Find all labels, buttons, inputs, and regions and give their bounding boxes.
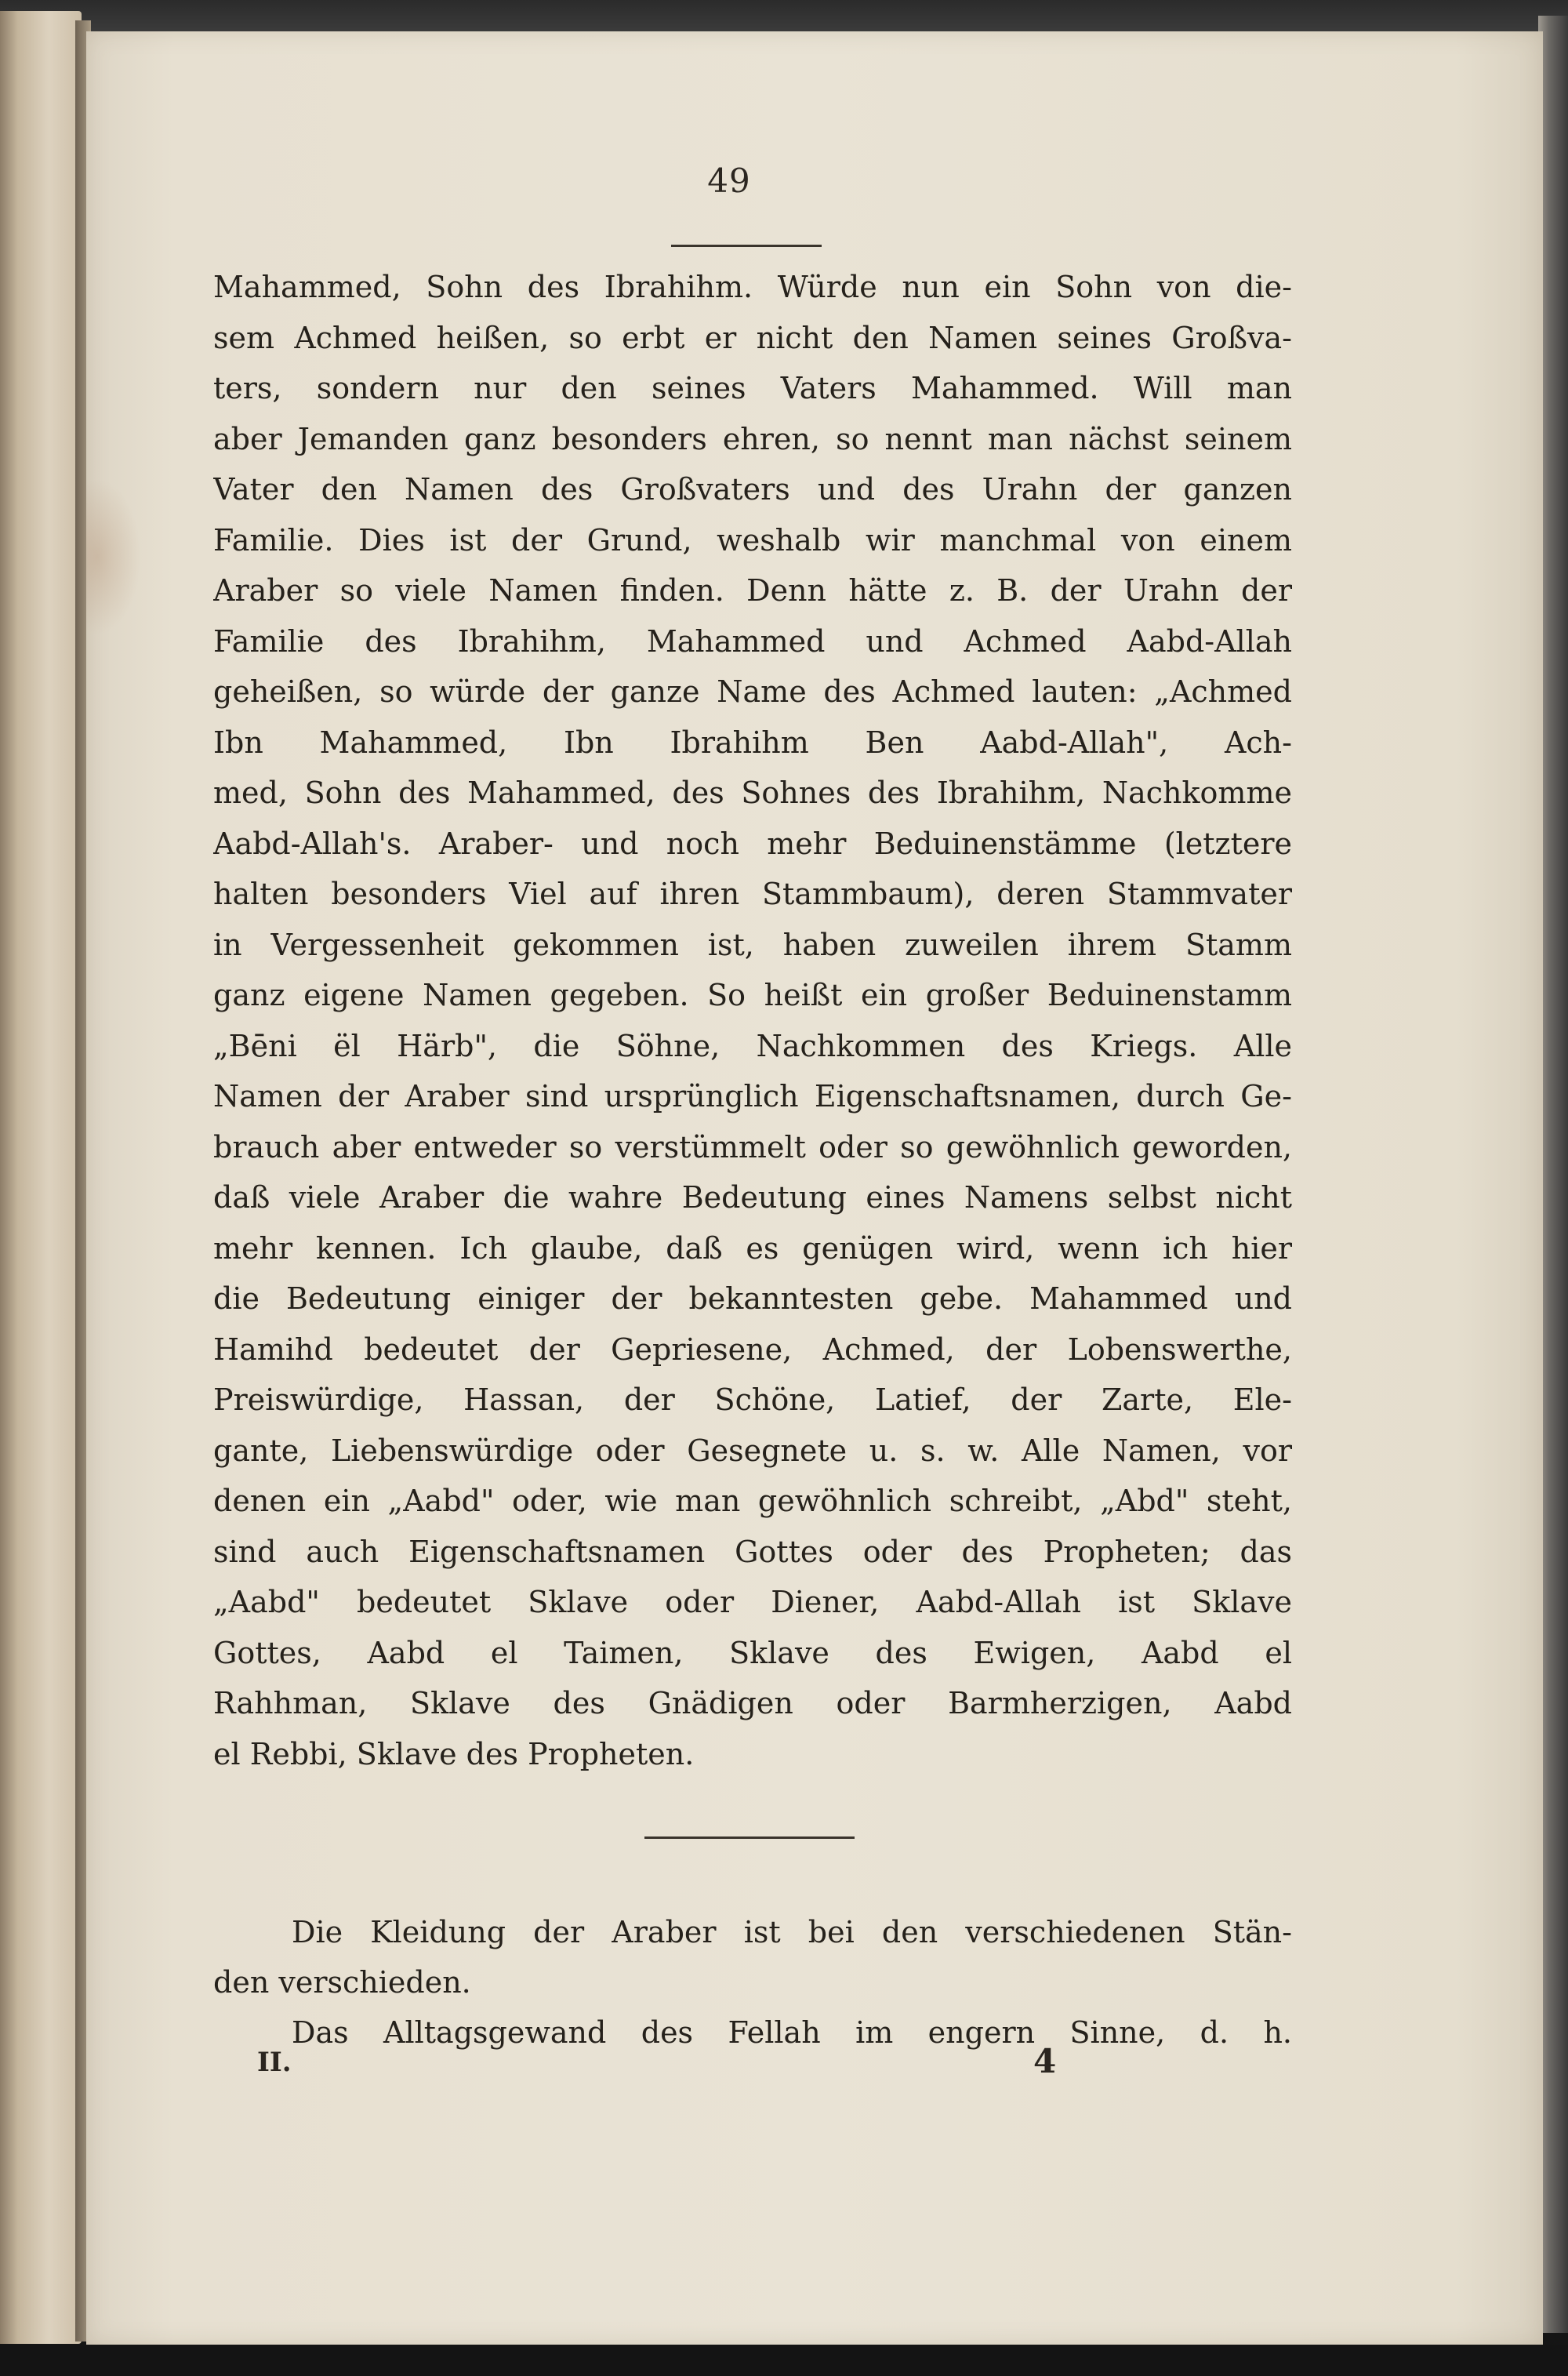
- text-line: sind auch Eigenschaftsnamen Gottes oder des Propheten; das: [213, 1534, 1292, 1569]
- text-line: Preiswürdige, Hassan, der Schöne, Latief, der Zarte, Ele-: [213, 1382, 1292, 1417]
- scan-bottom-edge: [0, 2345, 1568, 2376]
- text-line: Das Alltagsgewand des Fellah im engern Sinne, d. h.: [292, 2015, 1292, 2050]
- text-line: daß viele Araber die wahre Bedeutung eines Namens selbst nicht: [213, 1180, 1292, 1215]
- text-line: aber Jemanden ganz besonders ehren, so nennt man nächst seinem: [213, 421, 1292, 456]
- left-page-edge: [0, 11, 82, 2344]
- text-line: Familie. Dies ist der Grund, weshalb wir manchmal von einem: [213, 522, 1292, 558]
- text-line: Ibn Mahammed, Ibn Ibrahihm Ben Aabd-Allah", Ach-: [213, 725, 1292, 760]
- text-line: „Aabd" bedeutet Sklave oder Diener, Aabd-Allah ist Sklave: [213, 1585, 1292, 1619]
- text-line: brauch aber entweder so verstümmelt oder so gewöhnlich geworden,: [213, 1129, 1292, 1164]
- text-line: die Bedeutung einiger der bekanntesten gebe. Mahammed und: [213, 1281, 1292, 1316]
- paragraph-clothing: [213, 1907, 1292, 2058]
- scan-top-edge: [0, 0, 1568, 31]
- page-number: 49: [707, 162, 751, 200]
- text-line: geheißen, so würde der ganze Name des Achmed lauten: „Achmed: [213, 674, 1292, 709]
- text-line: med, Sohn des Mahammed, des Sohnes des Ibrahihm, Nachkomme: [213, 776, 1292, 810]
- section-rule: [644, 1836, 855, 1839]
- text-line: Aabd-Allah's. Araber- und noch mehr Beduinenstämme (letztere: [213, 826, 1292, 861]
- text-line: ganz eigene Namen gegeben. So heißt ein großer Beduinenstamm: [213, 978, 1292, 1012]
- text-line: halten besonders Viel auf ihren Stammbaum), deren Stammvater: [213, 877, 1292, 911]
- signature-mark: II.: [257, 2047, 292, 2078]
- text-line: Gottes, Aabd el Taimen, Sklave des Ewigen, Aabd el: [213, 1635, 1292, 1670]
- text-line: ters, sondern nur den seines Vaters Mahammed. Will man: [213, 371, 1292, 405]
- text-line: Mahammed, Sohn des Ibrahihm. Würde nun ein Sohn von die-: [213, 270, 1292, 304]
- text-line: Vater den Namen des Großvaters und des Urahn der ganzen: [213, 472, 1292, 507]
- sheet-number: 4: [1033, 2042, 1057, 2080]
- text-line: sem Achmed heißen, so erbt er nicht den Namen seines Großva-: [213, 320, 1292, 355]
- text-line: „Bēni ël Härb", die Söhne, Nachkommen des Kriegs. Alle: [213, 1028, 1292, 1063]
- paragraph-names: [213, 262, 1292, 1779]
- text-line: in Vergessenheit gekommen ist, haben zuweilen ihrem Stamm: [213, 927, 1292, 962]
- text-line: Namen der Araber sind ursprünglich Eigenschaftsnamen, durch Ge-: [213, 1079, 1292, 1114]
- text-line: gante, Liebenswürdige oder Gesegnete u. s. w. Alle Namen, vor: [213, 1433, 1292, 1468]
- text-line: Araber so viele Namen finden. Denn hätte z. B. der Urahn der: [213, 573, 1292, 608]
- text-line: Rahhman, Sklave des Gnädigen oder Barmherzigen, Aabd: [213, 1686, 1292, 1720]
- text-line: Hamihd bedeutet der Gepriesene, Achmed, der Lobenswerthe,: [213, 1332, 1292, 1367]
- text-line: mehr kennen. Ich glaube, daß es genügen wird, wenn ich hier: [213, 1230, 1292, 1266]
- text-line: el Rebbi, Sklave des Propheten.: [213, 1736, 695, 1771]
- header-rule: [671, 245, 822, 247]
- text-line: denen ein „Aabd" oder, wie man gewöhnlich schreibt, „Abd" steht,: [213, 1484, 1292, 1518]
- paper-stain: [86, 478, 141, 635]
- text-line: Familie des Ibrahihm, Mahammed und Achmed Aabd-Allah: [213, 623, 1292, 659]
- text-line: Die Kleidung der Araber ist bei den verschiedenen Stän-: [292, 1915, 1292, 1949]
- text-line: den verschieden.: [213, 1965, 471, 2000]
